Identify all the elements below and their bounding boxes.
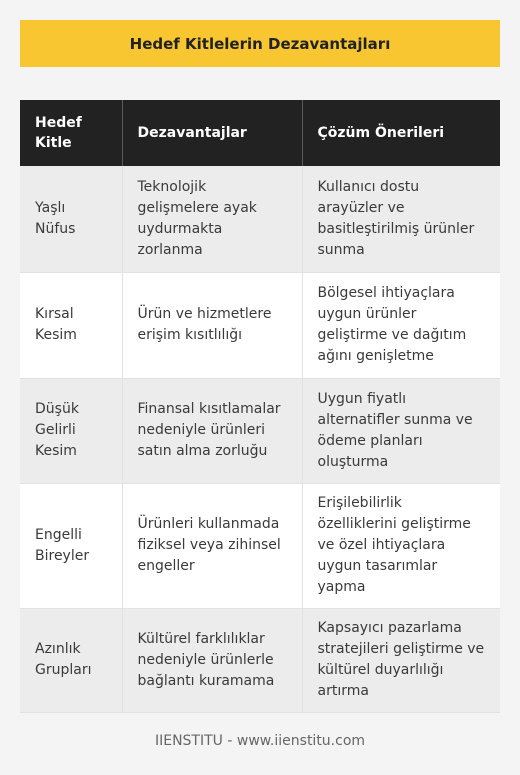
table-row (20, 272, 500, 378)
cell-target-audience: Düşük Gelirli Kesim (20, 378, 122, 483)
cell-target-audience: Engelli Bireyler (20, 483, 122, 608)
table-row (20, 483, 500, 608)
footer-credit: IIENSTITU - www.iienstitu.com (154, 733, 366, 749)
table-header-row (20, 100, 500, 166)
header-solutions: Çözüm Önerileri (302, 100, 500, 166)
page-title: Hedef Kitlelerin Dezavantajları (129, 34, 391, 53)
header-target-audience: Hedef Kitle (20, 100, 122, 166)
cell-target-audience: Azınlık Grupları (20, 608, 122, 712)
cell-disadvantage: Teknolojik gelişmelere ayak uydurmakta zorlanma (122, 166, 302, 272)
cell-target-audience: Yaşlı Nüfus (20, 166, 122, 272)
cell-disadvantage: Ürün ve hizmetlere erişim kısıtlılığı (122, 272, 302, 378)
table-row (20, 378, 500, 483)
cell-disadvantage: Finansal kısıtlamalar nedeniyle ürünleri satın alma zorluğu (122, 378, 302, 483)
disadvantages-table (20, 100, 500, 713)
table-row (20, 608, 500, 712)
cell-solution: Kapsayıcı pazarlama stratejileri geliştirme ve kültürel duyarlılığı artırma (302, 608, 500, 712)
cell-solution: Uygun fiyatlı alternatifler sunma ve ödeme planları oluşturma (302, 378, 500, 483)
header-disadvantages: Dezavantajlar (122, 100, 302, 166)
cell-solution: Kullanıcı dostu arayüzler ve basitleştirilmiş ürünler sunma (302, 166, 500, 272)
table-row (20, 166, 500, 272)
cell-disadvantage: Kültürel farklılıklar nedeniyle ürünlerle bağlantı kuramama (122, 608, 302, 712)
cell-target-audience: Kırsal Kesim (20, 272, 122, 378)
cell-solution: Erişilebilirlik özelliklerini geliştirme ve özel ihtiyaçlara uygun tasarımlar yapma (302, 483, 500, 608)
title-banner (20, 20, 500, 67)
cell-disadvantage: Ürünleri kullanmada fiziksel veya zihinsel engeller (122, 483, 302, 608)
cell-solution: Bölgesel ihtiyaçlara uygun ürünler geliştirme ve dağıtım ağını genişletme (302, 272, 500, 378)
